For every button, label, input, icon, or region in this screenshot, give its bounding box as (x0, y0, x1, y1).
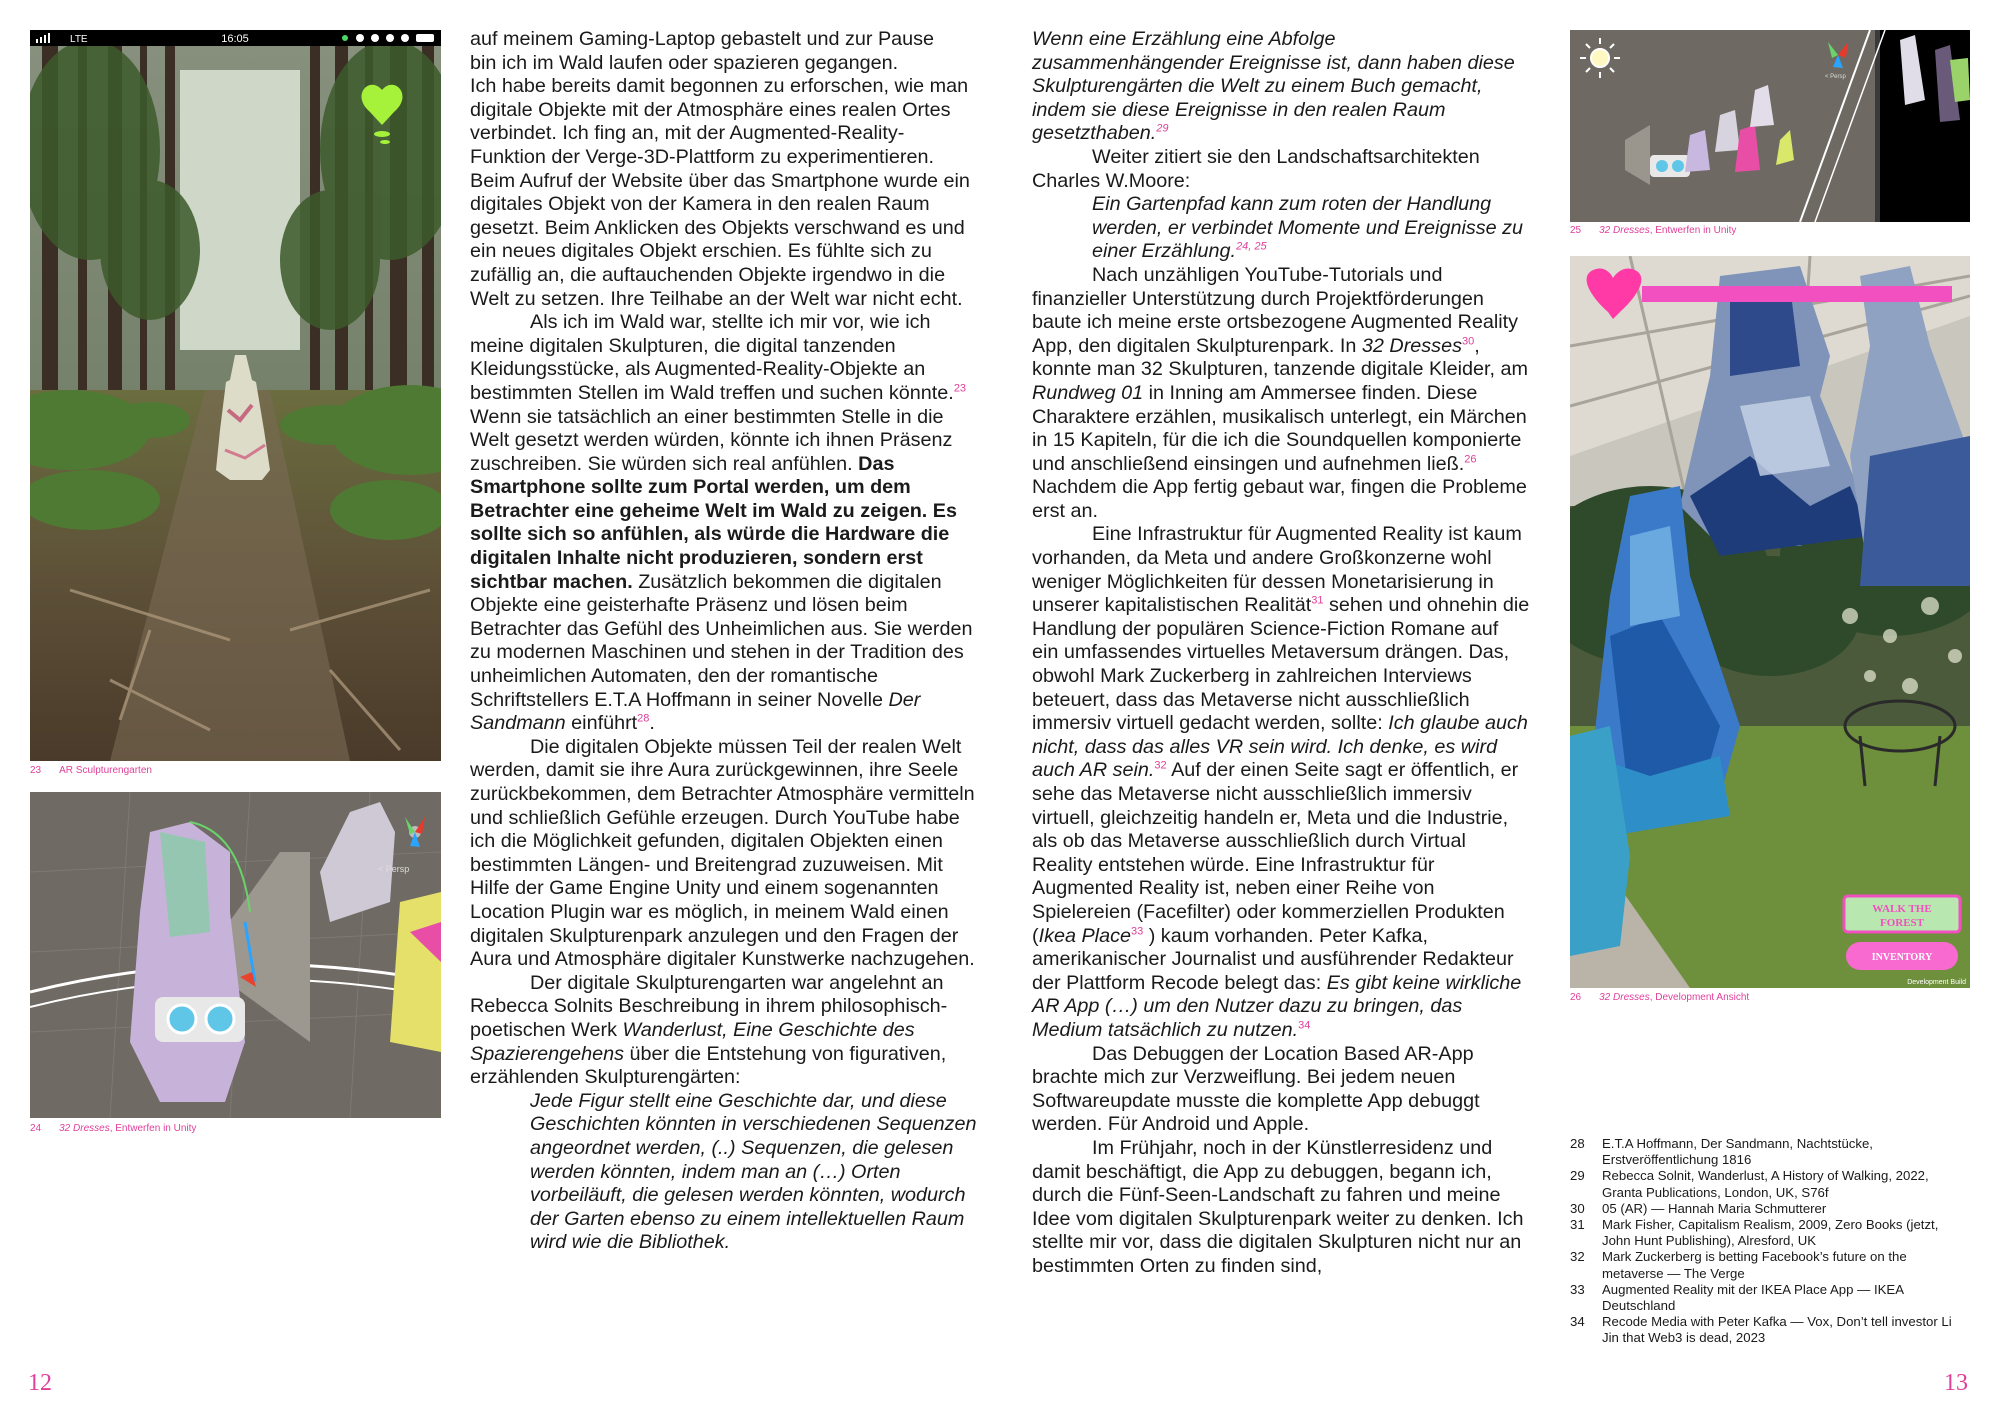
location-dot-icon (342, 35, 348, 41)
walk-button-label-2: FOREST (1879, 917, 1925, 929)
caption-26 (1570, 992, 1749, 1003)
figure-25-unity (1570, 30, 1970, 222)
footnote-ref[interactable]: 30 (1461, 335, 1475, 348)
forest-photo (30, 30, 441, 761)
caption-number: 25 (1570, 225, 1582, 236)
footnote-item: 31 Mark Fisher, Capitalism Realism, 2009, Zero Books (jetzt, John Hunt Publishing), Alresford, UK (1570, 1217, 1939, 1249)
sun-icon (1580, 38, 1620, 78)
paragraph-moore: Weiter zitiert sie den Landschaftsarchitekten Charles W.Moore: (1032, 145, 1480, 192)
quote-solnit: Jede Figur stellt eine Geschichte dar, und diese Geschichten könnten in verschiedenen Sequenzen angeordnet werden, (..) Sequenzen, die gelesen werden könnten, indem man an (…) Orten vorbeiläuft, die gelesen werden könnten, wodurch der Garten ebenso zu einem intellektuellen Raum wird wie die Bibliothek. (530, 1089, 977, 1254)
caption-title: 32 Dresses (1599, 992, 1650, 1003)
caption-title: 32 Dresses (59, 1123, 110, 1134)
caption-number: 23 (30, 765, 42, 776)
inventory-button-label: INVENTORY (1871, 952, 1933, 963)
footnote-item: 29 Rebecca Solnit, Wanderlust, A History of Walking, 2022, Granta Publications, London, UK, S76f (1570, 1168, 1929, 1200)
persp-label: < Persp (378, 864, 410, 874)
footnote-item: 28 E.T.A Hoffmann, Der Sandmann, Nachtstücke, Erstveröffentlichung 1816 (1570, 1136, 1873, 1168)
unity-viewport (30, 792, 441, 1118)
footnote-ref[interactable]: 23 (953, 382, 967, 395)
footnote-ref[interactable]: 28 (637, 712, 650, 725)
quote-narrative: Wenn eine Erzählung eine Abfolge zusammenhängender Ereignisse ist, dann haben diese Skulpturengärten die Welt zu einem Buch gemacht, indem sie diese Ereignisse in den realen Raum gesetzthaben.$^{29}$ (1032, 28, 1515, 145)
place-title: Rundweg 01 (1032, 381, 1144, 404)
caption-number: 26 (1570, 992, 1582, 1003)
caption-text: , Development Ansicht (1649, 992, 1750, 1003)
quote-moore: Ein Gartenpfad kann zum roten der Handlung werden, er verbindet Momente und Ereignisse zu einer Erzählung.$^{24, 25}$ (1092, 193, 1524, 263)
paragraph-app: Nach unzähligen YouTube-Tutorials und finanzieller Unterstützung durch Projektförderungen baute ich meine erste ortsbezogene Augmented Reality App, den digitalen Skulpturenpark. In 32 Dresses$^{30}$, konnte man 32 Skulpturen, tanzende digitale Kleider, am Rundweg 01 in Inning am Ammersee finden. Diese Charaktere erzählen, musikalisch unterlegt, ein Märchen in 15 Kapiteln, für die ich die Soundquellen komponierte und anschließend einsingen und aufnehmen ließ.$^{26}$ Nachdem die App fertig gebaut war, fingen die Probleme erst an. (1032, 263, 1528, 522)
inventory-button[interactable] (1846, 942, 1958, 970)
paragraph-aura: Die digitalen Objekte müssen Teil der realen Welt werden, damit sie ihre Aura zurückgewinnen, ihre Seele zurückbekommen, dem Betrachter Atmosphäre vermitteln und schließlich Gefühle erzeugen. Durch YouTube habe ich die Möglichkeit gefunden, digitalen Objekten einen bestimmten Längen- und Breitengrad zuzuweisen. Mit Hilfe der Game Engine Unity und einem sogenannten Location Plugin war es möglich, in meinem Wald einen digitalen Skulpturenpark anzulegen und den Fragen der Aura und Atmosphäre digitaler Kunstwerke nachzugehen. (470, 735, 975, 971)
caption-24 (30, 1123, 196, 1134)
paragraph-spring: Im Frühjahr, noch in der Künstlerresidenz und damit beschäftigt, die App zu debuggen, begann ich, durch die Fünf-Seen-Landschaft zu fahren und meine Idee vom digitalen Skulpturenpark weiter zu denken. Ich stellte mir vor, dass die digitalen Skulpturen nicht nur an bestimmten Orten zu finden sind, (1032, 1136, 1524, 1277)
footnote-item: 30 05 (AR) — Hannah Maria Schmutterer (1570, 1200, 1827, 1216)
goggles-icon (155, 997, 245, 1042)
footnote-ref[interactable]: 32 (1154, 759, 1167, 772)
book-title: Der Sandmann (470, 688, 921, 735)
work-title: 32 Dresses (1361, 334, 1462, 357)
caption-text: , Entwerfen in Unity (1649, 225, 1737, 236)
paragraph-infrastructure: Eine Infrastruktur für Augmented Reality ist kaum vorhanden, da Meta und andere Großkonzerne wohl weniger Möglichkeiten für dessen Monetarisierung in unserer kapitalistischen Realität$^{31}$ sehen und ohnehin die Handlung der populären Science-Fiction Romane auf ein umfassendes virtuelles Metaversum drängen. Das, obwohl Mark Zuckerberg in zahlreichen Interviews beteuert, dass das Metaverse nicht ausschließlich immersiv virtuell gedacht werden, sollte: Ich glaube auch nicht, dass das alles VR sein wird. Ich denke, es wird auch AR sein.$^{32}$ Auf der einen Seite sagt er öffentlich, er sehe das Metaverse nicht ausschließlich immersiv virtuell, gleichzeitig handeln er, Meta und die Industrie, als ob das Metaverse ausschließlich durch Virtual Reality entstehen würde. Eine Infrastruktur für Augmented Reality ist, neben einer Reihe von Spielereien (Facefilter) oder kommerziellen Produkten (Ikea Place$^{33}$ ) kaum vorhanden. Peter Kafka, amerikanischer Journalist und ausführender Redakteur der Plattform Recode belegt das: Es gibt keine wirkliche AR App (…) um den Nutzer dazu zu bringen, das Medium tatsächlich zu nutzen.$^{34}$ (1032, 523, 1530, 1041)
caption-title: 32 Dresses (1599, 225, 1650, 236)
caption-number: 24 (30, 1123, 42, 1134)
page-number-right: 13 (1944, 1370, 1968, 1396)
quote-kafka: Es gibt keine wirkliche AR App (…) um den Nutzer dazu zu bringen, das Medium tatsächlich zu nutzen. (1032, 971, 1522, 1041)
walk-button-label-1: WALK THE (1872, 903, 1932, 915)
paragraph-augmented: Ich habe bereits damit begonnen zu erforschen, wie man digitale Objekte mit der Atmosphäre eines realen Ortes verbindet. Ich fing an, mit der Augmented-Reality-Funktion der Verge-3D-Plattform zu experimentieren. Beim Aufruf der Website über das Smartphone wurde ein digitales Objekt von der Kamera in den realen Raum gesetzt. Beim Anklicken des Objekts verschwand es und ein neues digitales Objekt erschien. Es fühlte sich zu zufällig an, die auftauchenden Objekte irgendwo in die Welt zu setzen. Ihre Teilhabe an der Welt war nicht echt. (470, 75, 970, 310)
paragraph-forest: Als ich im Wald war, stellte ich mir vor, wie ich meine digitalen Skulpturen, die digital tanzenden Kleidungsstücke, als Augmented-Reality-Objekte an bestimmten Stellen im Wald treffen und suchen könnte.$^{23}$ Wenn sie tatsächlich an einer bestimmten Stelle in die Welt gesetzt werden würden, könnte ich ihnen Präsenz zuschreiben. Sie würden sich real anfühlen. Das Smartphone sollte zum Portal werden, um dem Betrachter eine geheime Welt im Wald zu zeigen. Es sollte sich so anfühlen, als würde die Hardware die digitalen Inhalte nicht produzieren, sondern erst sichtbar machen. Zusätzlich bekommen die digitalen Objekte eine geisterhafte Präsenz und lösen beim Betrachter das Gefühl des Unheimlichen aus. Sie werden zu modernen Maschinen und stehen in der Tradition des unheimlichen Automaten, den der romantische Schriftstellers E.T.A Hoffmann in seiner Novelle Der Sandmann einführt$^{28}$. (470, 311, 973, 735)
quote-zuckerberg: Ich glaube auch nicht, dass das alles VR sein wird. Ich denke, es wird auch AR sein. (1032, 712, 1528, 782)
book-title: Wanderlust, Eine Geschichte des Spazierengehens (470, 1018, 915, 1065)
footnotes (1570, 1136, 1970, 1347)
paragraph-line: bin ich im Wald laufen oder spazieren gegangen. (470, 51, 899, 74)
footnote-item: 33 Augmented Reality mit der IKEA Place App — IKEA Deutschland (1570, 1281, 1904, 1314)
text-column-1 (470, 28, 978, 1255)
footnote-ref[interactable]: 26 (1464, 453, 1477, 466)
unity-viewport-2 (1570, 30, 1970, 222)
persp-label: < Persp (1825, 74, 1846, 80)
figure-23-forest-ar (30, 30, 441, 761)
paragraph-solnit: Der digitale Skulpturengarten war angelehnt an Rebecca Solnits Beschreibung in ihrem philosophisch-poetischen Werk Wanderlust, Eine Geschichte des Spazierengehens über die Entstehung von figurativen, erzählenden Skulpturengärten: (470, 971, 948, 1089)
figure-24-unity (30, 792, 441, 1118)
health-bar (1642, 286, 1952, 302)
footnote-ref[interactable]: 31 (1311, 594, 1324, 607)
caption-25 (1570, 225, 1736, 236)
footnote-ref[interactable]: 24, 25 (1236, 240, 1267, 253)
footnote-ref[interactable]: 33 (1130, 924, 1144, 937)
figure-26-ar-garden (1570, 256, 1970, 988)
caption-23 (30, 765, 152, 776)
walk-the-forest-button[interactable] (1844, 896, 1960, 932)
page-number-left: 12 (28, 1370, 52, 1396)
footnote-ref[interactable]: 34 (1298, 1019, 1311, 1032)
footnote-ref[interactable]: 29 (1156, 122, 1169, 135)
paragraph-debug: Das Debuggen der Location Based AR-App brachte mich zur Verzweiflung. Bei jedem neuen Softwareupdate musste die komplette App debuggt werden. Für Android und Apple. (1032, 1042, 1480, 1136)
caption-text: AR Sculpturengarten (59, 765, 152, 776)
clock-label: 16:05 (221, 33, 249, 45)
footnote-item: 32 Mark Zuckerberg is betting Facebook’s future on the metaverse — The Verge (1570, 1249, 1907, 1281)
emphasis-text: Das Smartphone sollte zum Portal werden, um dem Betrachter eine geheime Welt im Wald zu zeigen. Es sollte sich so anfühlen, als würde die Hardware die digitalen Inhalte nicht produzieren, sondern erst sichtbar machen. (470, 452, 957, 593)
garden-photo (1570, 256, 1970, 988)
text-column-2 (1032, 28, 1530, 1278)
paragraph-line: auf meinem Gaming-Laptop gebastelt und zur Pause (470, 28, 935, 50)
dev-build-label: Development Build (1907, 979, 1966, 986)
footnote-item: 34 Recode Media with Peter Kafka — Vox, Don’t tell investor Li Jin that Web3 is dead, 2023 (1570, 1314, 1952, 1346)
caption-text: , Entwerfen in Unity (109, 1123, 197, 1134)
carrier-label: LTE (70, 34, 88, 45)
product-title: Ikea Place (1038, 924, 1131, 947)
